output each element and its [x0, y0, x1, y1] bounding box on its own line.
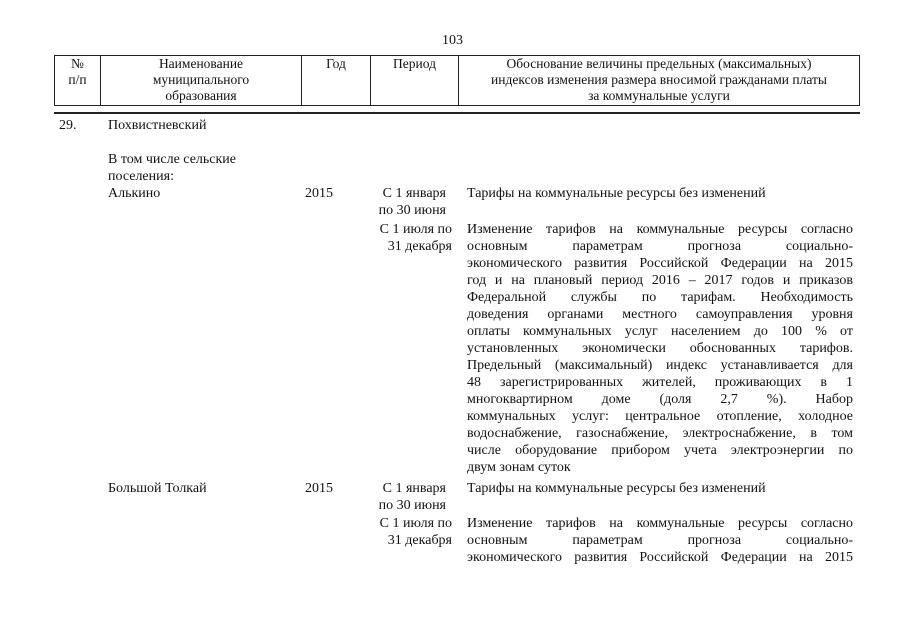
period-first-half: С 1 января по 30 июня	[378, 186, 446, 218]
period-second-half: С 1 июля по 31 декабря	[379, 516, 452, 548]
header-bottom-rule	[54, 112, 860, 114]
district-name: Похвистневский	[108, 118, 207, 133]
year: 2015	[305, 186, 333, 201]
period-first-half: С 1 января по 30 июня	[378, 481, 446, 513]
header-col-number: № п/п	[55, 56, 101, 106]
period-second-half: С 1 июля по 31 декабря	[379, 222, 452, 254]
basis-no-change: Тарифы на коммунальные ресурсы без изменений	[467, 481, 766, 496]
table-header	[54, 55, 860, 106]
row-number: 29.	[59, 118, 77, 133]
subtitle-line-1: В том числе сельские	[108, 152, 237, 167]
settlement-name: Алькино	[108, 186, 161, 201]
header-col-name: Наименование муниципального образования	[101, 56, 302, 106]
header-col-year: Год	[302, 56, 371, 106]
basis-change-text: Изменение тарифов на коммунальные ресурсы согласно основным параметрам прогноза социально- экономического развития Российской Федерации на 2015 год и на плановый период 2016 – 2017 годов и приказов Федеральной службы по тарифам. Необходимость доведения органами местного самоуправления уровня оплаты коммунальных услуг населением до 100 % от установленных экономически обоснованных тарифов. Предельный (максимальный) индекс устанавливается для 48 зарегистрированных жителей, проживающих в 1 многоквартирном доме (доля 2,7 %). Набор коммунальных услуг: центральное отопление, холодное водоснабжение, газоснабжение, электроснабжение, в том числе оборудование прибором учета электроэнергии по двум зонам суток	[467, 222, 853, 475]
page-number: 103	[442, 33, 463, 48]
subtitle-line-2: поселения:	[108, 169, 174, 184]
year: 2015	[305, 481, 333, 496]
basis-no-change: Тарифы на коммунальные ресурсы без изменений	[467, 186, 766, 201]
header-col-period: Период	[371, 56, 459, 106]
settlement-name: Большой Толкай	[108, 481, 207, 496]
basis-change-text: Изменение тарифов на коммунальные ресурсы согласно основным параметрам прогноза социально- экономического развития Российской Федерации на 2015	[467, 516, 853, 565]
header-col-basis: Обоснование величины предельных (максимальных) индексов изменения размера вносимой гражданами платы за коммунальные услуги	[459, 56, 860, 106]
